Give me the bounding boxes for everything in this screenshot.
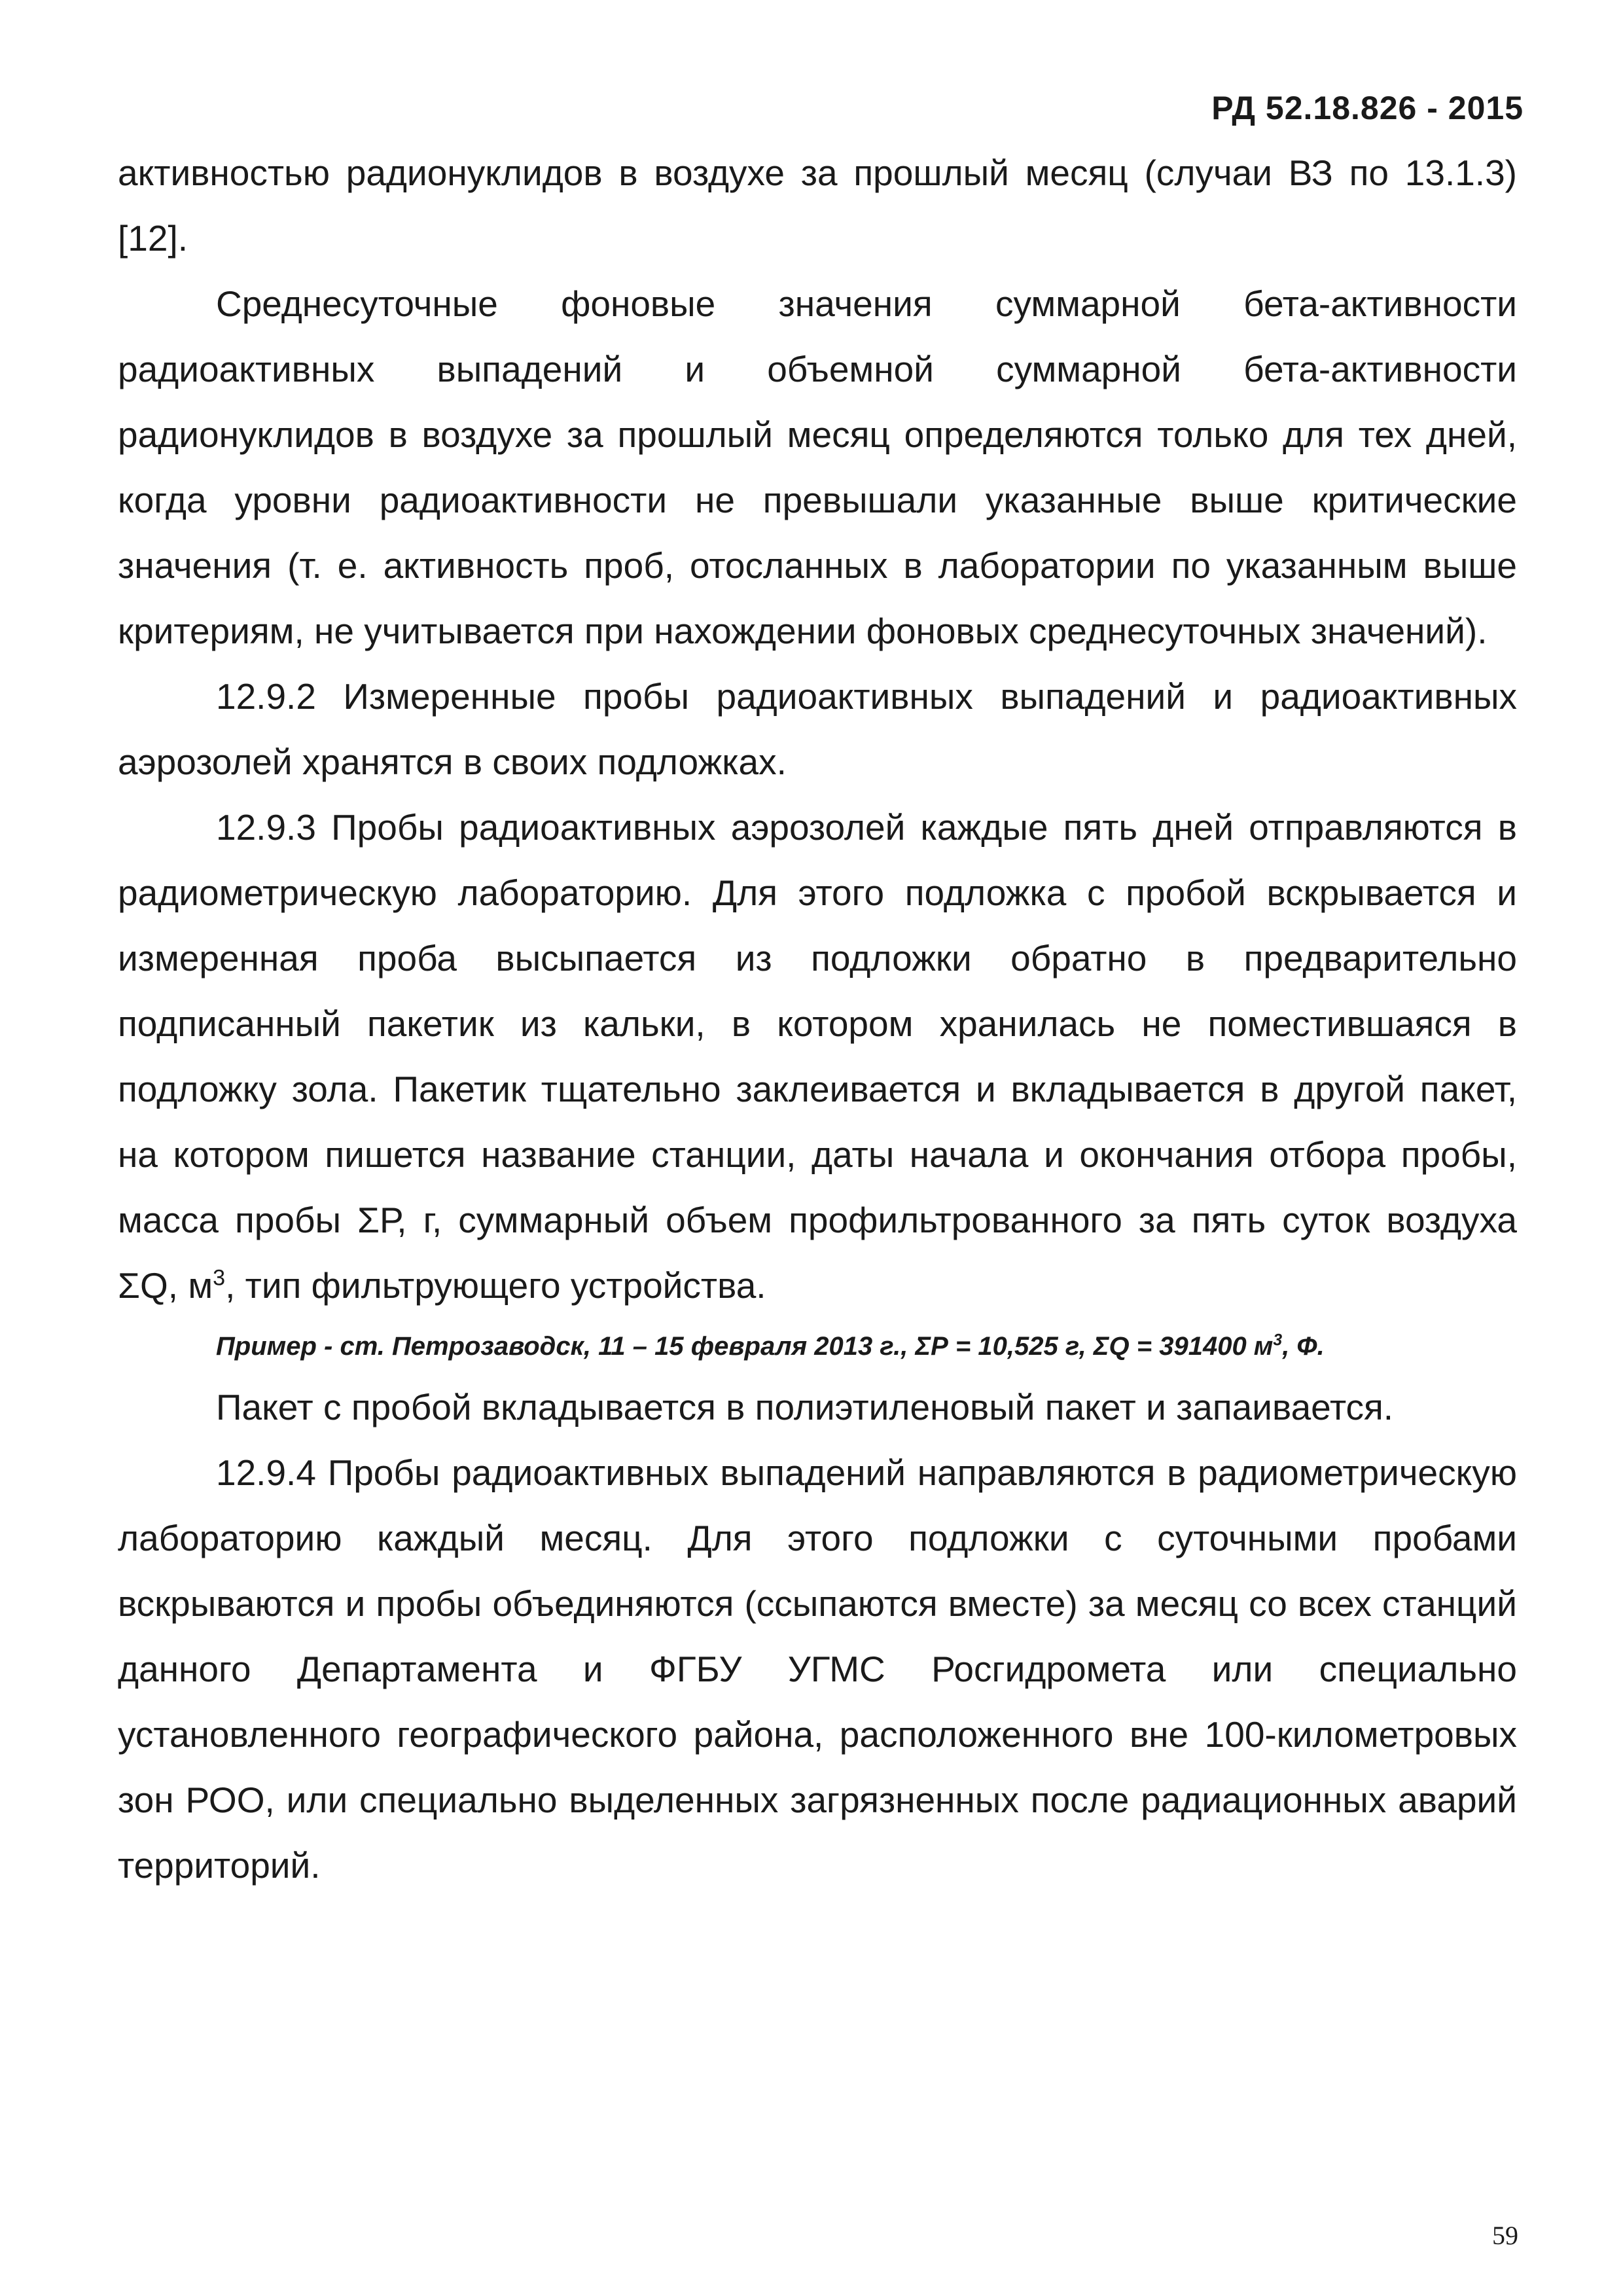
paragraph-12-9-4: 12.9.4 Пробы радиоактивных выпадений направляются в радиометрическую лабораторию каждый месяц. Для этого подложки с суточными пробами вскрываются и пробы объединяются (ссыпаются вместе) за месяц со всех станций данного Департамента и ФГБУ УГМС Росгидромета или специально установленного географического района, расположенного вне 100-километровых зон РОО, или специально выделенных загрязненных после радиационных аварий территорий. <box>118 1452 1517 1886</box>
paragraph-12-9-3-text: 12.9.3 Пробы радиоактивных аэрозолей каждые пять дней отправляются в радиометрическую лабораторию. Для этого подложка с пробой вскрывается и измеренная проба высыпается из подложки обратно в предварительно подписанный пакетик из кальки, в котором хранилась не поместившаяся в подложку зола. Пакетик тщательно заклеивается и вкладывается в другой пакет, на котором пишется название станции, даты начала и окончания отбора пробы, масса пробы ΣР, г, суммарный объем профильтрованного за пять суток воздуха ΣQ, м <box>118 807 1517 1306</box>
paragraph-12-9-3-tail: , тип фильтрующего устройства. <box>225 1265 766 1306</box>
page-number: 59 <box>1492 2221 1518 2250</box>
example-superscript: 3 <box>1273 1331 1283 1350</box>
document-body <box>118 140 1517 1898</box>
paragraph-background-values: Среднесуточные фоновые значения суммарной бета-активности радиоактивных выпадений и объемной суммарной бета-активности радионуклидов в воздухе за прошлый месяц определяются только для тех дней, когда уровни радиоактивности не превышали указанные выше критические значения (т. е. активность проб, отосланных в лаборатории по указанным выше критериям, не учитывается при нахождении фоновых среднесуточных значений). <box>118 283 1517 651</box>
example-text: Пример - ст. Петрозаводск, 11 – 15 февраля 2013 г., ΣР = 10,525 г, ΣQ = 391400 м <box>216 1332 1274 1361</box>
paragraph-12-9-3 <box>118 795 1517 1318</box>
paragraph-12-9-2: 12.9.2 Измеренные пробы радиоактивных выпадений и радиоактивных аэрозолей хранятся в своих подложках. <box>118 676 1517 782</box>
paragraph-package-sealing: Пакет с пробой вкладывается в полиэтиленовый пакет и запаивается. <box>216 1387 1394 1427</box>
paragraph-continuation: активностью радионуклидов в воздухе за прошлый месяц (случаи ВЗ по 13.1.3) [12]. <box>118 152 1517 259</box>
cubic-superscript: 3 <box>213 1265 226 1291</box>
document-id: РД 52.18.826 - 2015 <box>1211 90 1524 126</box>
example-tail: , Ф. <box>1282 1332 1325 1361</box>
example-note <box>118 1318 1517 1374</box>
